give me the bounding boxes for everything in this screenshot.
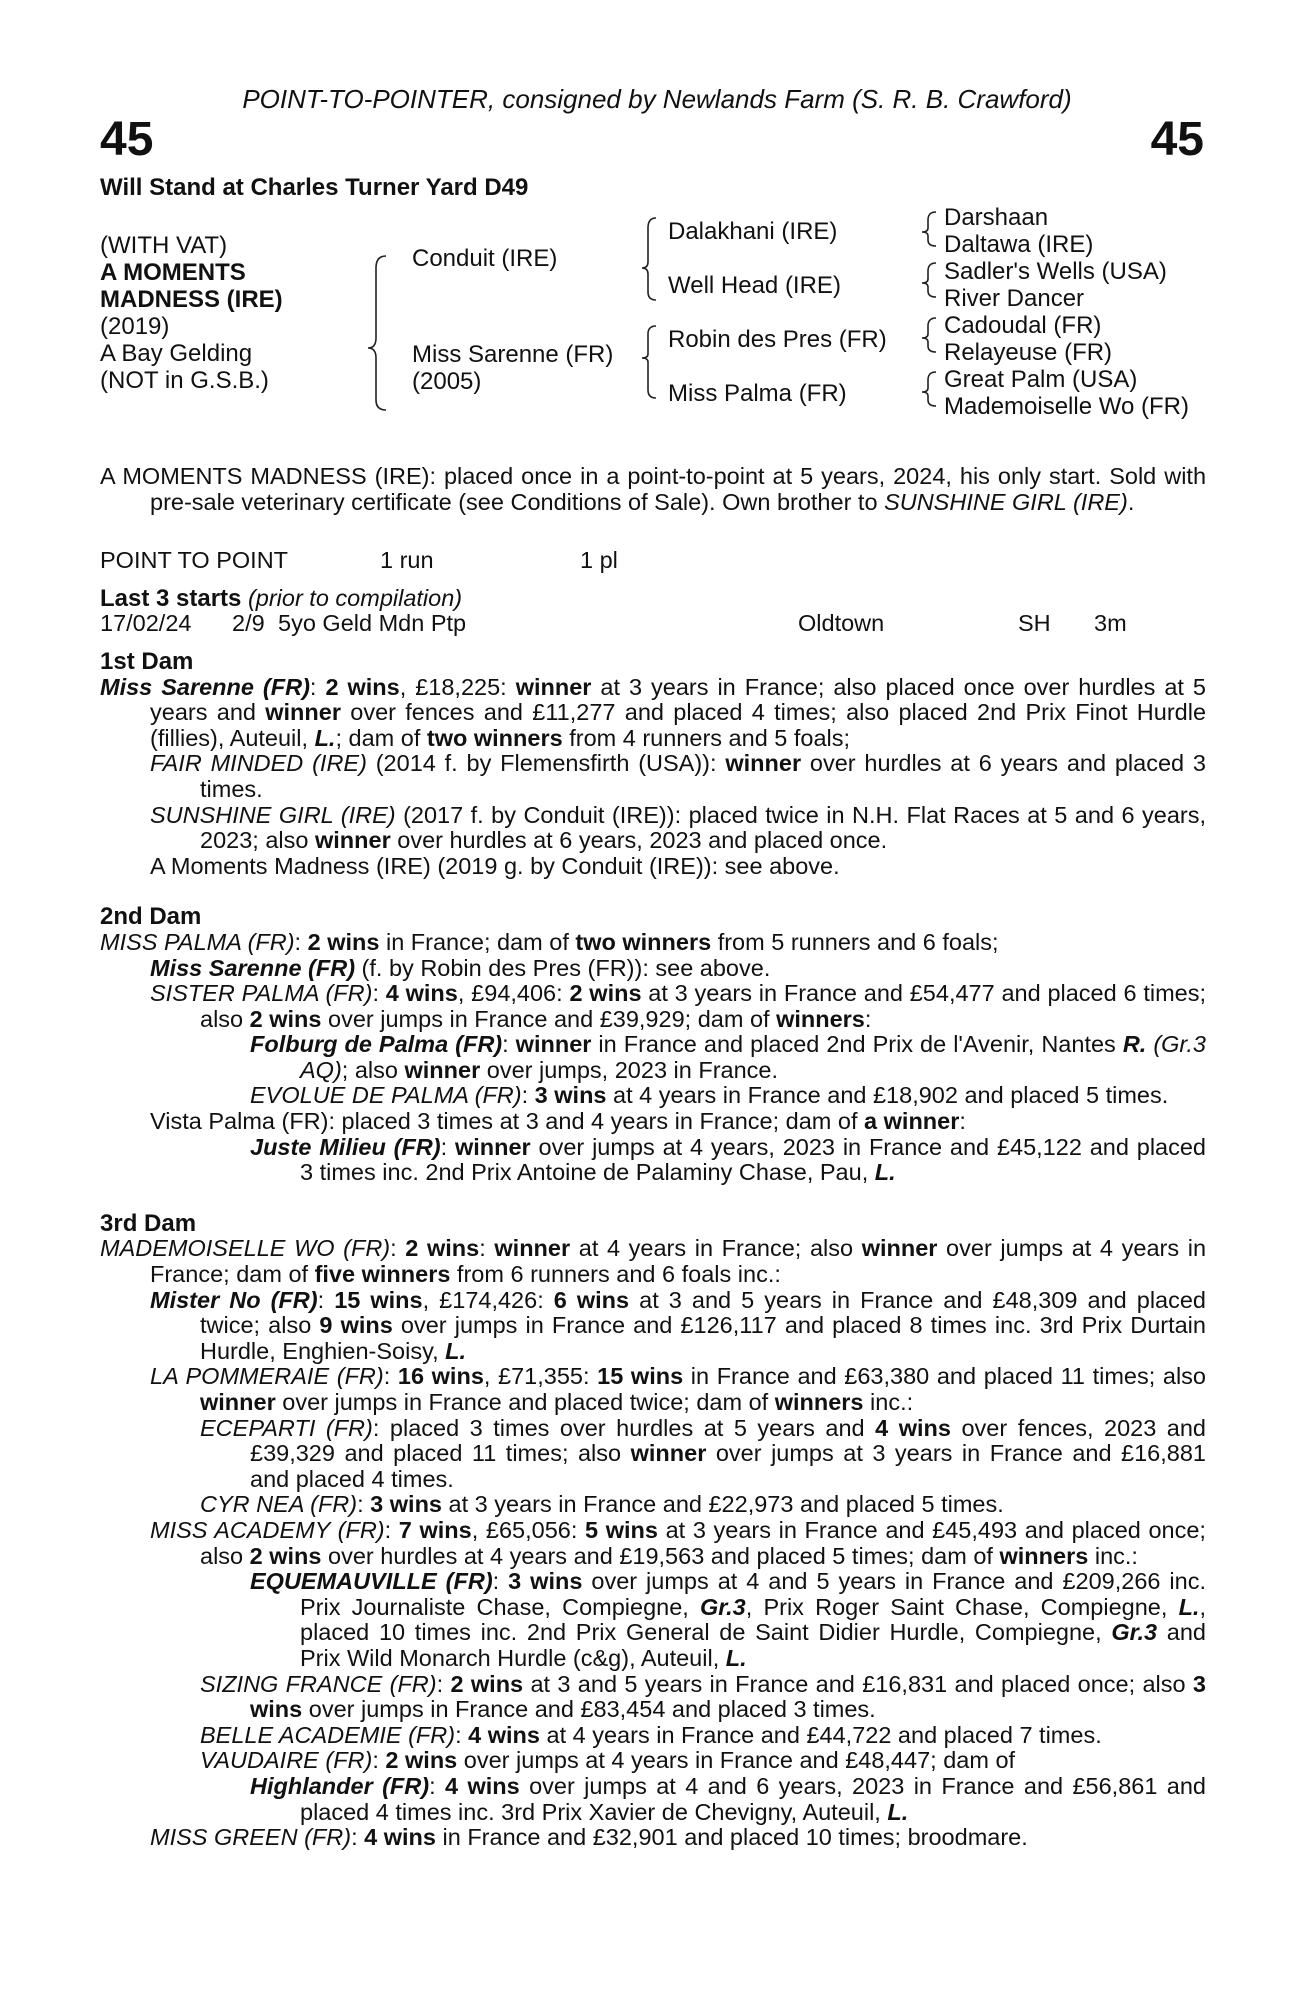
consignment-title: POINT-TO-POINTER, consigned by Newlands Farm (S. R. B. Crawford) bbox=[242, 84, 1072, 114]
start-date: 17/02/24 bbox=[100, 610, 192, 637]
ancestor-8: Mademoiselle Wo (FR) bbox=[944, 393, 1189, 420]
first-dam-heading: 1st Dam bbox=[100, 647, 194, 675]
foaling-year: (2019) bbox=[100, 313, 170, 340]
first-dam-record: Miss Sarenne (FR): 2 wins, £18,225: winner at 3 years in France; also placed once over hurdles at 5 years and winner over fences and £11,277 and placed 4 times; also placed 2nd Prix Finot Hurdle (fillies), Auteuil, L.; dam of two winners from 4 runners and 5 foals; bbox=[100, 673, 1207, 751]
progeny-sizing-france: SIZING FRANCE (FR): 2 wins at 3 and 5 years in France and £16,831 and placed once; also 3 wins over jumps in France and £83,454 and placed 3 times. bbox=[200, 1670, 1206, 1723]
intro-note: Sold with pre-sale veterinary certificate (see Conditions of Sale). Own brother to bbox=[150, 463, 1207, 515]
progeny-cyr-nea: CYR NEA (FR): 3 wins at 3 years in France and £22,973 and placed 5 times. bbox=[200, 1491, 1004, 1518]
vat-note: (WITH VAT) bbox=[100, 232, 228, 259]
last-starts-heading: Last 3 starts (prior to compilation) bbox=[100, 584, 463, 612]
start-distance: 3m bbox=[1094, 610, 1127, 637]
third-dam-record: MADEMOISELLE WO (FR): 2 wins: winner at 4 years in France; also winner over jumps at 4 years in France; dam of five winners from 6 runners and 6 foals inc.: bbox=[100, 1235, 1207, 1288]
progeny-vista-palma: Vista Palma (FR): placed 3 times at 3 and 4 years in France; dam of a winner: bbox=[150, 1108, 966, 1135]
bracket-g1 bbox=[922, 212, 936, 246]
intro-sibling: SUNSHINE GIRL (IRE) bbox=[884, 488, 1128, 515]
progeny-eceparti: ECEPARTI (FR): placed 3 times over hurdles at 5 years and 4 wins over fences, 2023 and £39,329 and placed 11 times; also winner over jumps at 3 years in France and £16,881 and placed 4 times. bbox=[200, 1414, 1206, 1492]
ptp-runs: 1 run bbox=[380, 547, 434, 574]
progeny-a-moments-madness: A Moments Madness (IRE) (2019 g. by Conduit (IRE)): see above. bbox=[150, 852, 840, 879]
ptp-summary bbox=[100, 548, 1206, 574]
progeny-miss-green: MISS GREEN (FR): 4 wins in France and £32,901 and placed 10 times; broodmare. bbox=[150, 1824, 1028, 1851]
intro-paragraph: A MOMENTS MADNESS (IRE): placed once in a point-to-point at 5 years, 2024, his only start. Sold with pre-sale veterinary certificate (see Conditions of Sale). Own brother to SUNSHINE GIRL (IRE). bbox=[100, 463, 1207, 515]
sire-sire: Dalakhani (IRE) bbox=[668, 218, 838, 245]
bracket-main bbox=[368, 256, 386, 410]
lot-number-right: 45 bbox=[1150, 113, 1204, 166]
dam: Miss Sarenne (FR) bbox=[412, 341, 614, 368]
ancestor-1: Darshaan bbox=[944, 204, 1049, 231]
progeny-sunshine-girl: SUNSHINE GIRL (IRE) (2017 f. by Conduit (IRE)): placed twice in N.H. Flat Races at 5 and 6 years, 2023; also winner over hurdles at 6 years, 2023 and placed once. bbox=[150, 801, 1207, 854]
bracket-g3 bbox=[922, 318, 936, 352]
progeny-belle-academie: BELLE ACADEMIE (FR): 4 wins at 4 years in France and £44,722 and placed 7 times. bbox=[200, 1721, 1102, 1748]
sire: Conduit (IRE) bbox=[412, 245, 558, 272]
start-position: 2/9 bbox=[232, 610, 265, 637]
bracket-g4 bbox=[922, 372, 936, 406]
second-dam-heading: 2nd Dam bbox=[100, 903, 202, 931]
horse-description: A Bay Gelding bbox=[100, 340, 253, 367]
lot-number-left: 45 bbox=[100, 113, 154, 166]
progeny-mister-no: Mister No (FR): 15 wins, £174,426: 6 wins at 3 and 5 years in France and £48,309 and placed twice; also 9 wins over jumps in France and £126,117 and placed 8 times inc. 3rd Prix Durtain Hurdle, Enghien-Soisy, L. bbox=[150, 1286, 1206, 1364]
ancestor-6: Relayeuse (FR) bbox=[944, 339, 1113, 366]
ancestor-3: Sadler's Wells (USA) bbox=[944, 258, 1167, 285]
catalogue-body bbox=[100, 464, 1206, 1851]
progeny-miss-sarenne: Miss Sarenne (FR) (f. by Robin des Pres (FR)): see above. bbox=[150, 954, 771, 981]
second-dam-record: MISS PALMA (FR): 2 wins in France; dam of two winners from 5 runners and 6 foals; bbox=[100, 928, 999, 955]
stand-location: Will Stand at Charles Turner Yard D49 bbox=[100, 174, 529, 201]
ancestor-7: Great Palm (USA) bbox=[944, 366, 1138, 393]
start-going: SH bbox=[1018, 610, 1051, 637]
progeny-miss-academy: MISS ACADEMY (FR): 7 wins, £65,056: 5 wins at 3 years in France and £45,493 and placed once; also 2 wins over hurdles at 4 years and £19,563 and placed 5 times; dam of winners inc.: bbox=[150, 1516, 1206, 1569]
ancestor-4: River Dancer bbox=[944, 285, 1085, 312]
bracket-sire bbox=[642, 218, 656, 300]
horse-name-line2: MADNESS (IRE) bbox=[100, 286, 283, 313]
progeny-la-pommeraie: LA POMMERAIE (FR): 16 wins, £71,355: 15 wins in France and £63,380 and placed 11 times; also winner over jumps in France and placed twice; dam of winners inc.: bbox=[150, 1363, 1206, 1415]
sire-dam: Well Head (IRE) bbox=[668, 272, 841, 299]
progeny-fair-minded: FAIR MINDED (IRE) (2014 f. by Flemensfirth (USA)): winner over hurdles at 6 years and placed 3 times. bbox=[150, 750, 1206, 802]
progeny-vaudaire: VAUDAIRE (FR): 2 wins over jumps at 4 years in France and £48,447; dam of bbox=[200, 1747, 1016, 1774]
last-start-row bbox=[100, 611, 1206, 637]
gsb-note: (NOT in G.S.B.) bbox=[100, 367, 269, 394]
dam-dam: Miss Palma (FR) bbox=[668, 380, 847, 407]
progeny-highlander: Highlander (FR): 4 wins over jumps at 4 and 6 years, 2023 in France and £56,861 and placed 4 times inc. 3rd Prix Xavier de Chevigny, Auteuil, L. bbox=[250, 1772, 1206, 1825]
ptp-label: POINT TO POINT bbox=[100, 547, 289, 574]
intro-line: A MOMENTS MADNESS (IRE): placed once in a point-to-point at 5 years, 2024, his only start. bbox=[100, 463, 1102, 489]
horse-name-line1: A MOMENTS bbox=[100, 259, 246, 286]
start-course: Oldtown bbox=[798, 610, 885, 637]
start-race: 5yo Geld Mdn Ptp bbox=[278, 610, 467, 637]
progeny-equemauville: EQUEMAUVILLE (FR): 3 wins over jumps at 4 and 5 years in France and £209,266 inc. Prix Journaliste Chase, Compiegne, Gr.3, Prix Roger Saint Chase, Compiegne, L., placed 10 times inc. 2nd Prix General de Saint Didier Hurdle, Compiegne, Gr.3 and Prix Wild Monarch Hurdle (c&g), Auteuil, L. bbox=[250, 1568, 1206, 1671]
bracket-g2 bbox=[922, 263, 936, 297]
third-dam-heading: 3rd Dam bbox=[100, 1209, 197, 1237]
progeny-juste-milieu: Juste Milieu (FR): winner over jumps at 4 years, 2023 in France and £45,122 and placed 3 times inc. 2nd Prix Antoine de Palaminy Chase, Pau, L. bbox=[250, 1133, 1206, 1186]
bracket-dam bbox=[642, 326, 656, 398]
dam-sire: Robin des Pres (FR) bbox=[668, 326, 887, 353]
ptp-placed: 1 pl bbox=[580, 547, 618, 574]
progeny-folburg-de-palma: Folburg de Palma (FR): winner in France and placed 2nd Prix de l'Avenir, Nantes R. (Gr.3 AQ); also winner over jumps, 2023 in France. bbox=[250, 1031, 1206, 1083]
ancestor-5: Cadoudal (FR) bbox=[944, 312, 1102, 339]
dam-year: (2005) bbox=[412, 368, 482, 395]
ancestor-2: Daltawa (IRE) bbox=[944, 231, 1094, 258]
progeny-evolue-de-palma: EVOLUE DE PALMA (FR): 3 wins at 4 years in France and £18,902 and placed 5 times. bbox=[250, 1082, 1169, 1109]
progeny-sister-palma: SISTER PALMA (FR): 4 wins, £94,406: 2 wins at 3 years in France and £54,477 and placed 6 times; also 2 wins over jumps in France and £39,929; dam of winners: bbox=[150, 980, 1206, 1032]
